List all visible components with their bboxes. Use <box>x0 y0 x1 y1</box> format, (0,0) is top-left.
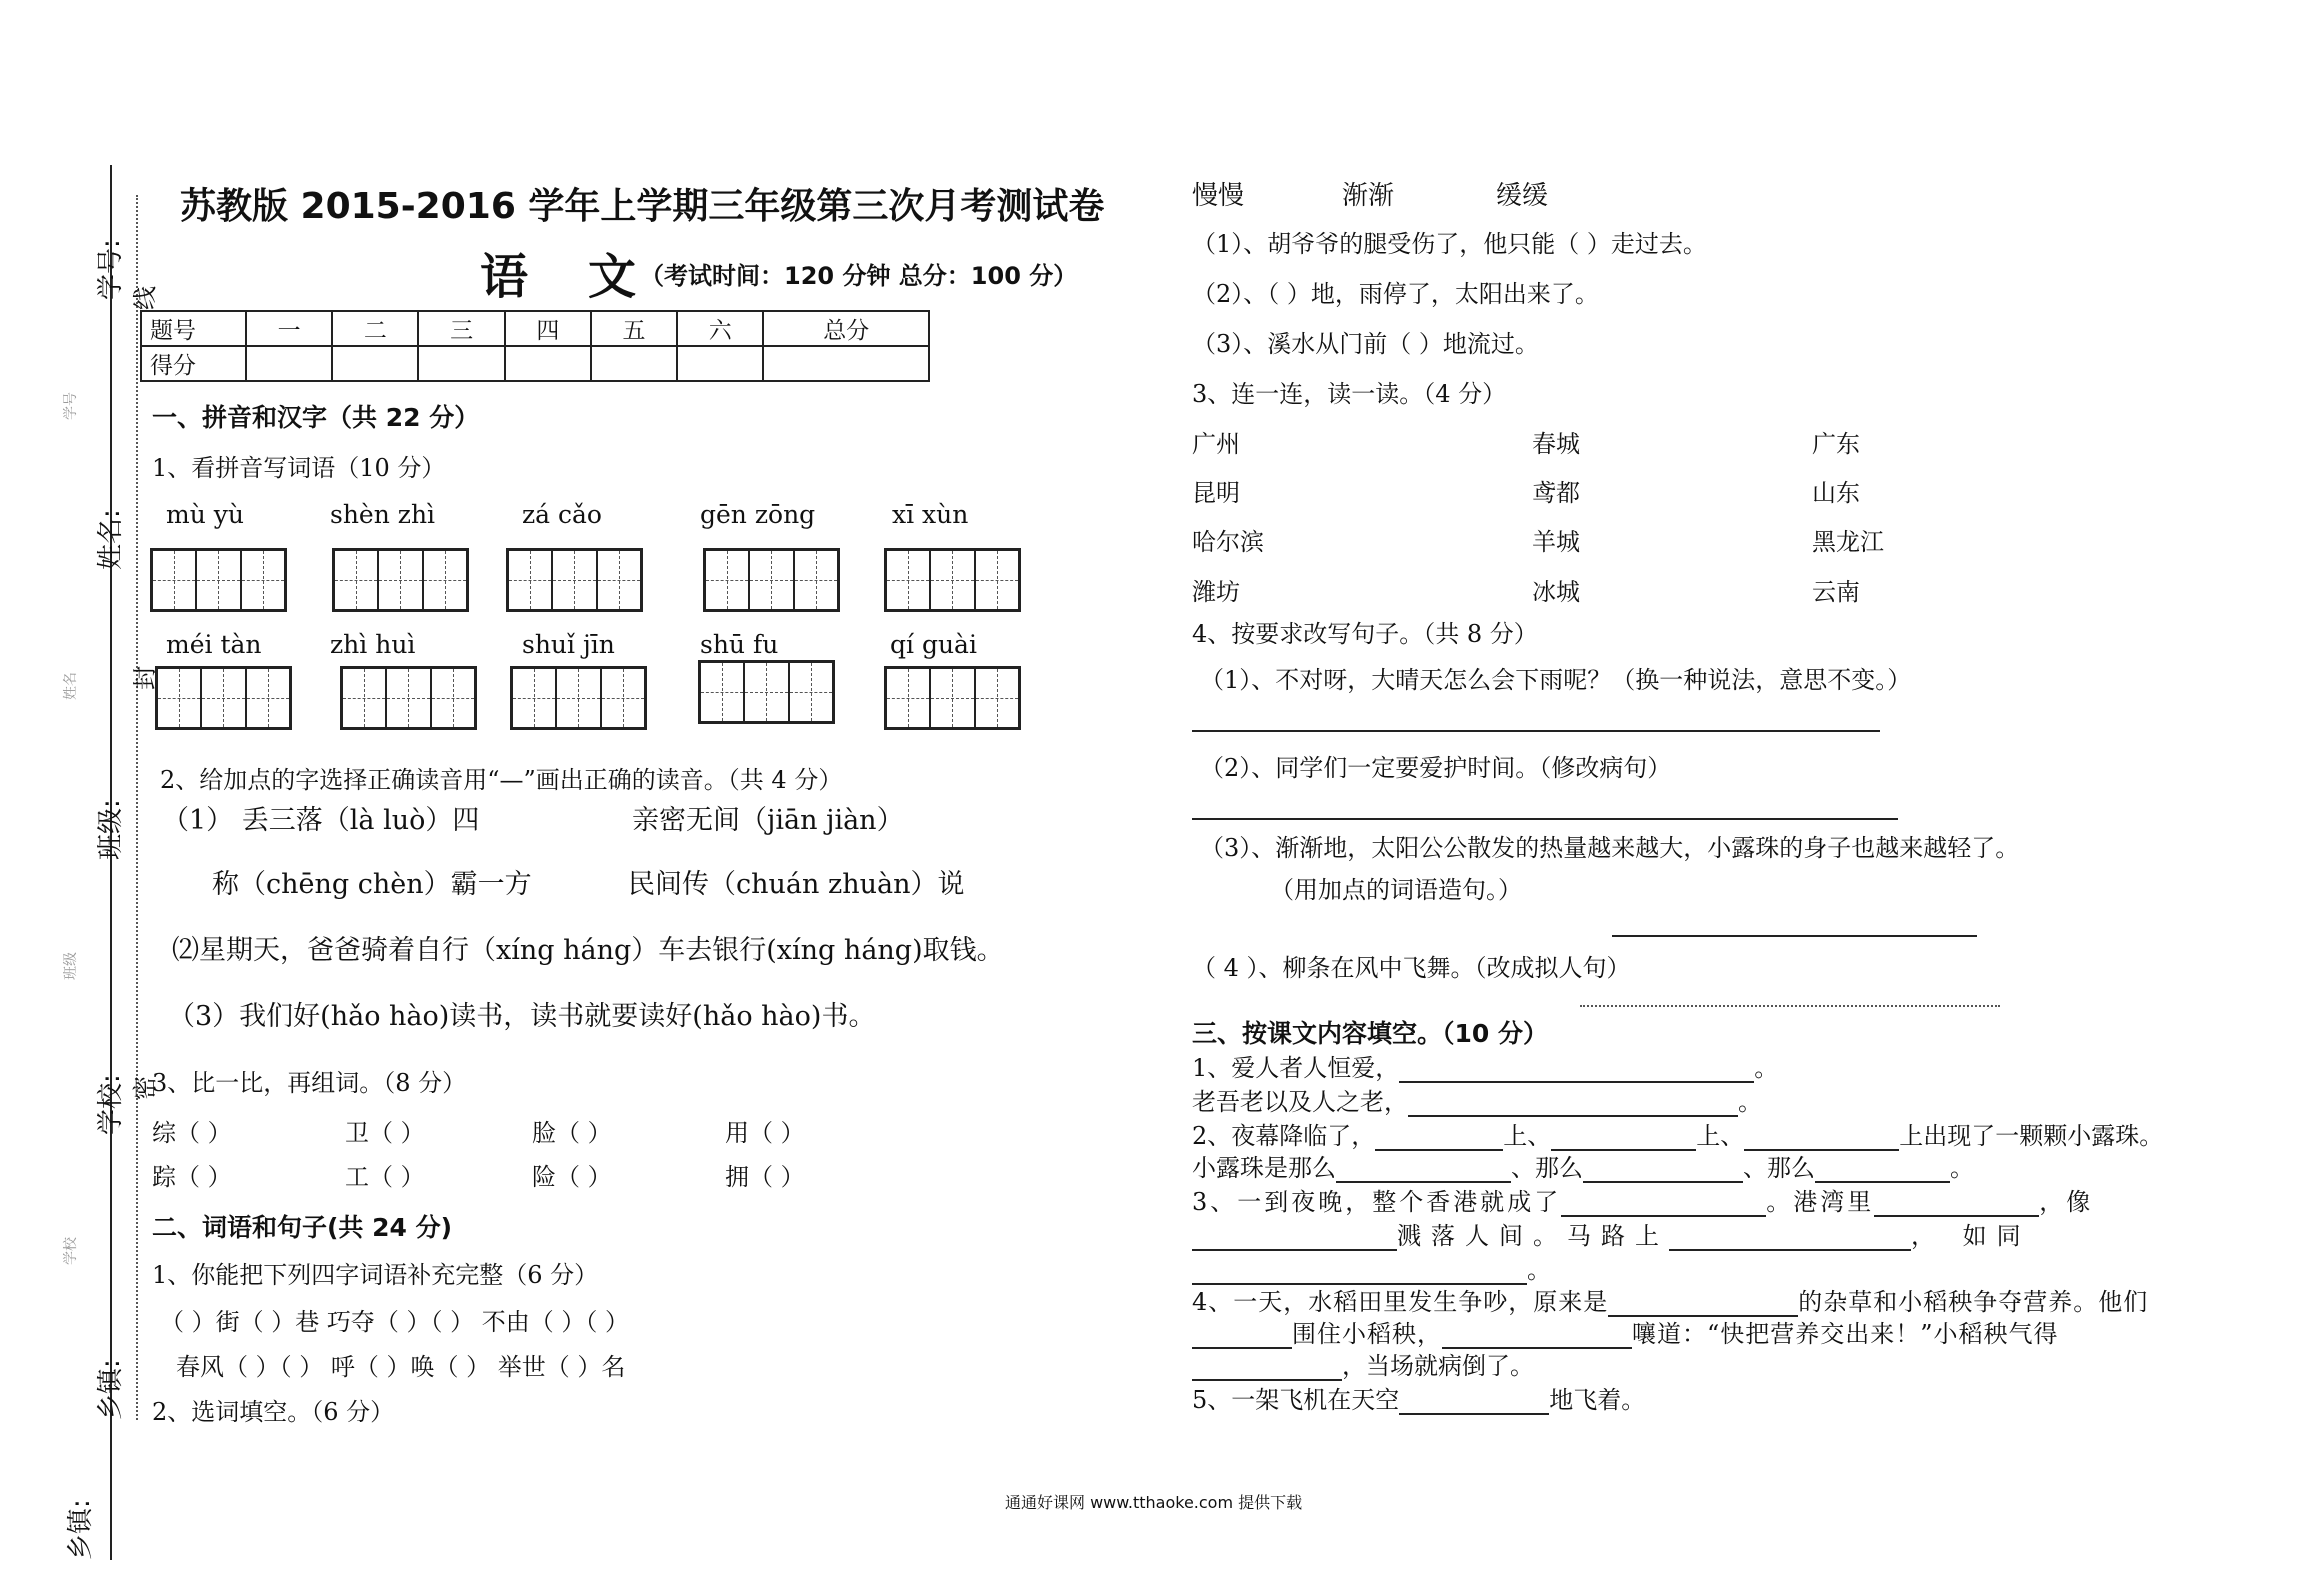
text: 。港湾里 <box>1766 1188 1875 1216</box>
q2-item-2: ⑵星期天，爸爸骑着自行（xíng háng）车去银行(xíng háng)取钱。 <box>172 935 1004 966</box>
writing-grid[interactable] <box>155 666 292 730</box>
fill-line-4a <box>1192 1282 2148 1317</box>
fill-line-3a <box>1192 1182 2093 1217</box>
section-1-heading: 一、拼音和汉字（共 22 分） <box>152 403 480 432</box>
q2-item-1a: （1） 丢三落（là luò）四 <box>162 805 480 836</box>
score-cell: 二 <box>332 311 418 346</box>
match-item[interactable]: 广州 <box>1192 430 1240 458</box>
text: 、那么 <box>1743 1154 1815 1182</box>
seal-text-xian: 线 <box>131 286 159 310</box>
rewrite-1: （1）、不对呀，大晴天怎么会下雨呢？（换一种说法，意思不变。） <box>1200 666 1912 694</box>
subject-title: 语文 <box>480 249 697 305</box>
answer-line[interactable] <box>1580 1005 2000 1007</box>
writing-grid[interactable] <box>703 548 840 612</box>
word-choice: 慢慢 <box>1192 181 1245 211</box>
answer-line[interactable] <box>1192 818 1898 820</box>
question-1-3: 3、比一比，再组词。（8 分） <box>152 1069 467 1097</box>
rewrite-3-note: （用加点的词语造句。） <box>1270 876 1522 904</box>
blank[interactable] <box>1669 1249 1911 1251</box>
q2-item-1d: 民间传（chuán zhuàn）说 <box>628 869 965 900</box>
text: 、那么 <box>1511 1154 1583 1182</box>
fill-line-3c <box>1192 1250 1551 1285</box>
text: ，当场就病倒了。 <box>1342 1352 1534 1380</box>
text: 嚷道：“快把营养交出来！”小稻秧气得 <box>1632 1320 2059 1348</box>
match-item[interactable]: 哈尔滨 <box>1192 528 1264 556</box>
fill-line-2b <box>1192 1148 1974 1183</box>
text: 4、一天，水稻田里发生争吵，原来是 <box>1192 1288 1609 1316</box>
score-cell: 三 <box>418 311 504 346</box>
text: 上、 <box>1696 1122 1745 1150</box>
class-label: 班级: <box>96 799 126 860</box>
text: 5、一架飞机在天空 <box>1192 1386 1400 1414</box>
pinyin-label: qí guài <box>890 630 977 659</box>
text: 地飞着。 <box>1549 1386 1646 1414</box>
seal-dotted-line <box>136 195 138 1420</box>
text: 上、 <box>1503 1122 1552 1150</box>
score-cell: 六 <box>677 311 763 346</box>
rewrite-4: （ 4 ）、柳条在风中飞舞。（改成拟人句） <box>1192 954 1631 982</box>
writing-grid[interactable] <box>150 548 287 612</box>
word-choice: 缓缓 <box>1496 181 1549 211</box>
name-label: 姓名: <box>96 509 126 570</box>
score-table-header-row <box>141 311 929 346</box>
text: 。 <box>1527 1256 1551 1284</box>
fill-line-school <box>110 1150 112 1350</box>
match-item[interactable]: 鸢都 <box>1532 479 1580 507</box>
pinyin-label: zhì huì <box>330 630 416 659</box>
score-input[interactable] <box>246 346 332 381</box>
text: 溅落人间。马路上 <box>1397 1222 1669 1250</box>
pinyin-label: gēn zōng <box>700 500 816 529</box>
question-2-3: 3、连一连，读一读。（4 分） <box>1192 380 1507 408</box>
match-item[interactable]: 广东 <box>1812 430 1860 458</box>
text: ，像 <box>2039 1188 2094 1216</box>
writing-grid[interactable] <box>506 548 643 612</box>
score-cell: 题号 <box>141 311 246 346</box>
q2-item-3: （3）我们好(hǎo hào)读书，读书就要读好(hǎo hào)书。 <box>168 1001 876 1032</box>
pinyin-label: shuǐ jīn <box>522 630 615 659</box>
fill-line-1b <box>1192 1082 1762 1117</box>
fill-word-3: （3）、溪水从门前（ ）地流过。 <box>1192 330 1539 358</box>
score-input[interactable] <box>677 346 763 381</box>
score-cell: 一 <box>246 311 332 346</box>
faint-mark-2: 姓名 <box>63 672 79 700</box>
text: 。 <box>1738 1088 1762 1116</box>
compare-word: 综（ ） <box>152 1119 232 1147</box>
writing-grid[interactable] <box>332 548 469 612</box>
town-label: 乡镇: <box>96 1359 126 1420</box>
fill-word-1: （1）、胡爷爷的腿受伤了，他只能（ ）走过去。 <box>1192 230 1707 258</box>
match-item[interactable]: 羊城 <box>1532 528 1580 556</box>
compare-word: 踪（ ） <box>152 1163 232 1191</box>
fill-line-class <box>110 875 112 1065</box>
pinyin-label: shèn zhì <box>330 500 436 529</box>
text: 围住小稻秧， <box>1292 1320 1442 1348</box>
school-label: 学校: <box>96 1074 126 1135</box>
match-item[interactable]: 山东 <box>1812 479 1860 507</box>
page-footer: 通通好课网 www.tthaoke.com 提供下载 <box>1005 1493 1303 1512</box>
fill-line-name <box>110 600 112 775</box>
faint-mark-3: 班级 <box>63 952 79 980</box>
blank[interactable] <box>1399 1413 1549 1415</box>
match-item[interactable]: 潍坊 <box>1192 578 1240 606</box>
text: 2、夜幕降临了， <box>1192 1122 1376 1150</box>
compare-word: 用（ ） <box>725 1119 805 1147</box>
compare-word: 卫（ ） <box>345 1119 425 1147</box>
fill-line-3b <box>1192 1216 2031 1251</box>
fill-line-4b <box>1192 1314 2059 1349</box>
text: 。 <box>1754 1054 1779 1082</box>
score-cell: 四 <box>505 311 591 346</box>
score-input[interactable] <box>505 346 591 381</box>
writing-grid[interactable] <box>698 660 835 724</box>
page-title: 苏教版 2015-2016 学年上学期三年级第三次月考测试卷 <box>180 186 1105 227</box>
match-item[interactable]: 春城 <box>1532 430 1580 458</box>
score-table <box>140 310 930 382</box>
text: 上出现了一颗颗小露珠。 <box>1899 1122 2164 1150</box>
match-item[interactable]: 昆明 <box>1192 479 1240 507</box>
writing-grid[interactable] <box>884 666 1021 730</box>
score-input[interactable] <box>332 346 418 381</box>
fill-line-1a <box>1192 1048 1778 1083</box>
compare-word: 工（ ） <box>345 1163 425 1191</box>
writing-grid[interactable] <box>340 666 477 730</box>
faint-mark-1: 学号 <box>63 392 79 420</box>
town-label-2: 乡镇: <box>66 1499 96 1560</box>
section-3-heading: 三、按课文内容填空。（10 分） <box>1192 1019 1548 1048</box>
match-item[interactable]: 冰城 <box>1532 578 1580 606</box>
fill-line-5 <box>1192 1380 1645 1415</box>
match-item[interactable]: 黑龙江 <box>1812 528 1884 556</box>
score-input[interactable] <box>763 346 929 381</box>
question-2-4: 4、按要求改写句子。（共 8 分） <box>1192 620 1538 648</box>
fill-line-4c <box>1192 1346 1534 1381</box>
text: 1、爱人者人恒爱， <box>1192 1054 1400 1082</box>
text: 。 <box>1950 1154 1974 1182</box>
question-2-1: 1、你能把下列四字词语补充完整（6 分） <box>152 1261 599 1289</box>
pinyin-label: shū fu <box>700 630 779 659</box>
word-choice: 渐渐 <box>1342 181 1395 211</box>
compare-word: 脸（ ） <box>532 1119 612 1147</box>
score-cell: 得分 <box>141 346 246 381</box>
idiom-row-1: （ ）街（ ）巷 巧夺（ ）（ ） 不由（ ）（ ） <box>160 1308 630 1336</box>
seal-text-feng: 封 <box>131 666 159 690</box>
text: 老吾老以及人之老， <box>1192 1088 1408 1116</box>
question-2-2: 2、选词填空。（6 分） <box>152 1398 395 1426</box>
question-1-1: 1、看拼音写词语（10 分） <box>152 454 446 482</box>
idiom-row-2: 春风（ ）（ ） 呼（ ）唤（ ） 举世（ ）名 <box>176 1353 626 1381</box>
pinyin-label: méi tàn <box>166 630 262 659</box>
exam-info: （考试时间：120 分钟 总分：100 分） <box>640 262 1078 290</box>
text: 3、一到夜晚，整个香港就成了 <box>1192 1188 1562 1216</box>
text: ， 如同 <box>1911 1222 2031 1250</box>
seal-text-mi: 密 <box>131 1076 159 1100</box>
compare-word: 险（ ） <box>532 1163 612 1191</box>
answer-line[interactable] <box>1192 730 1880 732</box>
writing-grid[interactable] <box>884 548 1021 612</box>
compare-word: 拥（ ） <box>725 1163 805 1191</box>
pinyin-label: zá cǎo <box>522 500 602 529</box>
writing-grid[interactable] <box>510 666 647 730</box>
fill-line-student-no <box>110 330 112 490</box>
rewrite-3: （3）、渐渐地，太阳公公散发的热量越来越大，小露珠的身子也越来越轻了。 <box>1200 834 2020 862</box>
score-cell: 五 <box>591 311 677 346</box>
text: 的杂草和小稻秧争夺营养。他们 <box>1798 1288 2149 1316</box>
fill-word-2: （2）、（ ）地，雨停了，太阳出来了。 <box>1192 280 1599 308</box>
pinyin-label: xī xùn <box>892 500 969 529</box>
answer-line[interactable] <box>1612 935 1977 937</box>
fill-line-2a <box>1192 1116 2163 1151</box>
section-2-heading: 二、词语和句子(共 24 分) <box>152 1213 453 1242</box>
score-input[interactable] <box>591 346 677 381</box>
match-item[interactable]: 云南 <box>1812 578 1860 606</box>
score-cell: 总分 <box>763 311 929 346</box>
text: 小露珠是那么 <box>1192 1154 1336 1182</box>
q2-item-1b: 亲密无间（jiān jiàn） <box>632 805 904 836</box>
pinyin-label: mù yù <box>166 500 244 529</box>
rewrite-2: （2）、同学们一定要爱护时间。（修改病句） <box>1200 754 1672 782</box>
q2-item-1c: 称（chēng chèn）霸一方 <box>212 869 532 900</box>
score-input[interactable] <box>418 346 504 381</box>
student-no-label: 学号: <box>96 239 126 300</box>
faint-mark-4: 学校 <box>63 1237 79 1265</box>
score-table-score-row <box>141 346 929 381</box>
question-1-2: 2、给加点的字选择正确读音用“—”画出正确的读音。（共 4 分） <box>160 766 843 794</box>
